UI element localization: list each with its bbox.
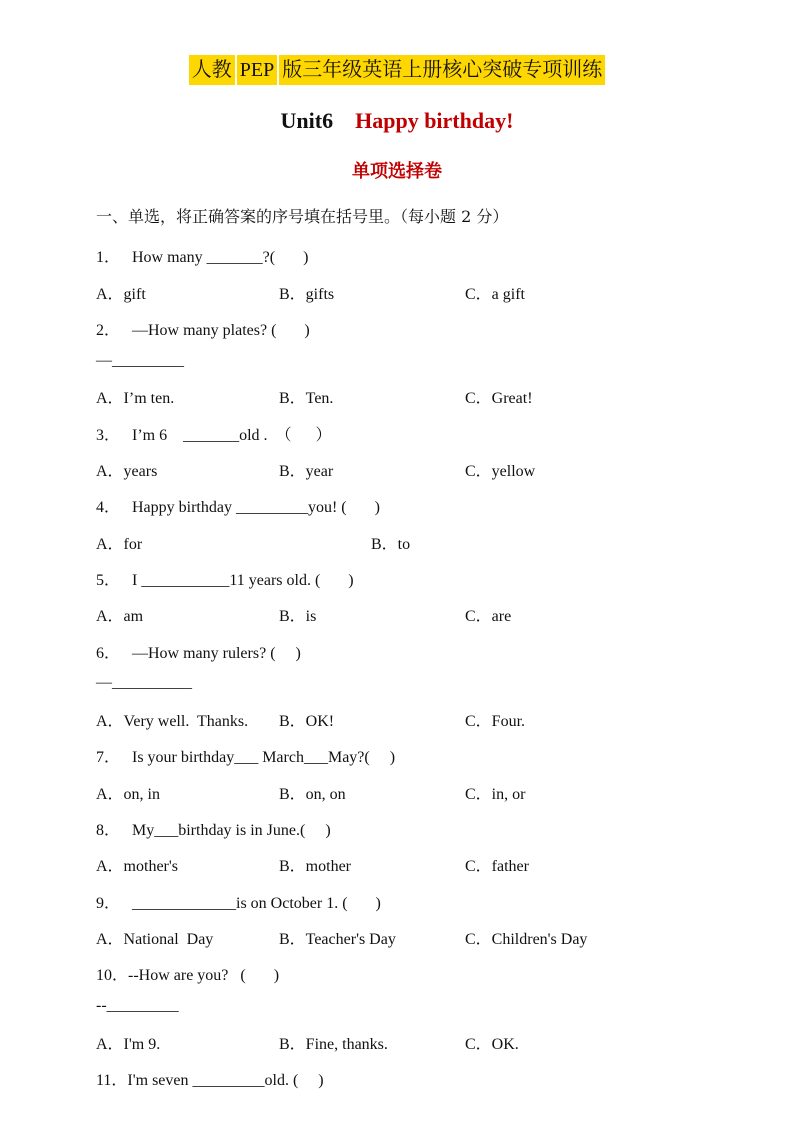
answer-blank: —__________	[96, 674, 192, 691]
option-a: A．mother's	[96, 858, 178, 875]
option-c: C．OK.	[465, 1036, 519, 1053]
question-stem: 9． _____________is on October 1. ( )	[96, 895, 381, 912]
option-c: C．are	[465, 608, 512, 625]
option-c: C．Four.	[465, 713, 526, 730]
question-stem: 1． How many _______?( )	[96, 249, 309, 266]
option-a: A．I’m ten.	[96, 390, 175, 407]
header-title-part: 人教	[189, 55, 235, 85]
option-c: C．Children's Day	[465, 931, 588, 948]
option-a: A．Very well. Thanks.	[96, 713, 249, 730]
option-a: A．I'm 9.	[96, 1036, 161, 1053]
question-stem: 4． Happy birthday _________you! ( )	[96, 499, 380, 516]
option-c: C．father	[465, 858, 529, 875]
paper-subtitle: 单项选择卷	[352, 161, 442, 182]
option-b: B．mother	[279, 858, 351, 875]
option-b: B．is	[279, 608, 317, 625]
header-title-part: 版三年级英语上册核心突破专项训练	[279, 55, 605, 85]
question-stem: 8． My___birthday is in June.( )	[96, 822, 331, 839]
answer-blank: —_________	[96, 352, 184, 369]
question-stem: 2． —How many plates? ( )	[96, 322, 310, 339]
question-stem: 6． —How many rulers? ( )	[96, 645, 301, 662]
question-stem: 5． I ___________11 years old. ( )	[96, 572, 354, 589]
option-b: B．gifts	[279, 286, 335, 303]
option-a: A．gift	[96, 286, 146, 303]
option-a: A．National Day	[96, 931, 214, 948]
option-b: B．year	[279, 463, 334, 480]
answer-blank: --_________	[96, 997, 179, 1014]
header-title-part: PEP	[237, 55, 277, 85]
option-b: B．Fine, thanks.	[279, 1036, 388, 1053]
option-a: A．for	[96, 536, 143, 553]
option-b: B．to	[371, 536, 411, 553]
option-b: B．OK!	[279, 713, 335, 730]
question-stem: 7． Is your birthday___ March___May?( )	[96, 749, 396, 766]
question-stem: 10．--How are you? ( )	[96, 967, 280, 984]
section-instruction: 一、单选，将正确答案的序号填在括号里。（每小题 2 分）	[96, 207, 509, 226]
option-c: C．Great!	[465, 390, 533, 407]
option-c: C．in, or	[465, 786, 526, 803]
option-a: A．years	[96, 463, 158, 480]
option-b: B．Teacher's Day	[279, 931, 396, 948]
unit-title	[0, 108, 794, 134]
option-c: C．yellow	[465, 463, 536, 480]
unit-topic: Happy birthday!	[355, 108, 514, 133]
document-header	[0, 55, 794, 85]
question-stem: 11．I'm seven _________old. ( )	[96, 1072, 324, 1089]
option-b: B．Ten.	[279, 390, 334, 407]
option-b: B．on, on	[279, 786, 346, 803]
option-c: C．a gift	[465, 286, 525, 303]
unit-name: Unit6	[280, 108, 334, 133]
question-stem: 3． I’m 6 _______old . （ ）	[96, 427, 332, 444]
option-a: A．on, in	[96, 786, 161, 803]
option-a: A．am	[96, 608, 144, 625]
